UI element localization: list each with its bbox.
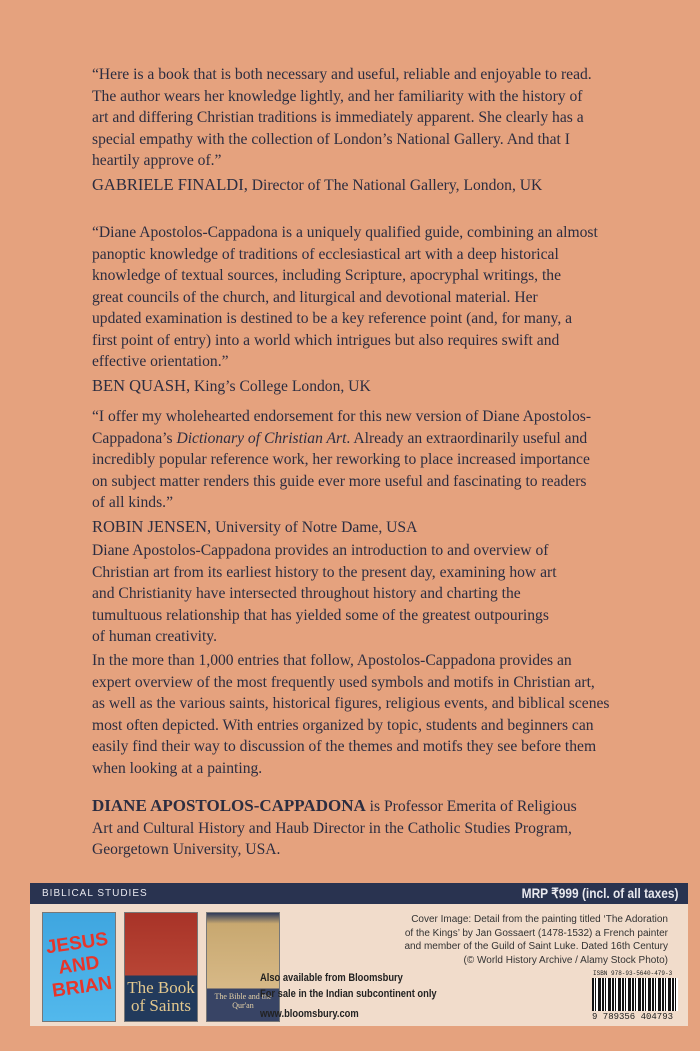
price-label: MRP ₹999 (incl. of all taxes): [521, 885, 678, 901]
barcode-number: 9 789356 404793: [592, 1012, 680, 1022]
book-title: Dictionary of Christian Art: [176, 429, 347, 447]
category-band: [30, 883, 688, 904]
attribution: [92, 174, 672, 197]
quote-line: “Diane Apostolos-Cappadona is a uniquely qualified guide, combining an almost: [92, 224, 598, 241]
isbn-text: ISBN 978-93-5640-479-3: [593, 970, 673, 977]
attribution: [92, 516, 672, 539]
description-paragraph-1: [92, 540, 672, 648]
quote-line: updated examination is destined to be a key reference point (and, for many, a: [92, 310, 573, 327]
quote-line: The author wears her knowledge lightly, and her familiarity with the history of: [92, 87, 583, 105]
text-line: of human creativity.: [92, 628, 217, 645]
text-line: expert overview of the most frequently used symbols and motifs in Christian art,: [92, 673, 595, 691]
quote-finaldi: [92, 64, 672, 196]
cover-image-caption: [348, 913, 668, 967]
quote-line: effective orientation.”: [92, 353, 229, 370]
caption-line: of the Kings’ by Jan Gossaert (1478-1532) a French painter: [404, 927, 668, 939]
quote-line: of all kinds.”: [92, 494, 173, 511]
website-link[interactable]: www.bloomsbury.com: [260, 1008, 359, 1020]
quote-line: [92, 428, 672, 450]
quote-line: special empathy with the collection of London’s National Gallery. And that I: [92, 130, 570, 148]
quote-text: Cappadona’s: [92, 429, 177, 447]
quote-line: panoptic knowledge of traditions of ecclesiastical art with a deep historical: [92, 245, 559, 263]
text-line: as well as the various saints, historical figures, religious events, and biblical scenes: [92, 695, 610, 712]
description-paragraph-2: [92, 650, 672, 779]
category-label: BIBLICAL STUDIES: [42, 888, 148, 899]
quote-jensen: [92, 406, 672, 538]
endorser-affiliation: King’s College London, UK: [190, 377, 371, 395]
endorser-name: ROBIN JENSEN,: [92, 516, 212, 536]
quote-line: on subject matter renders this guide ever more useful and fascinating to readers: [92, 472, 587, 490]
book-title: JESUS AND BRIAN: [44, 928, 114, 1002]
book-thumbnail-book-of-saints: [124, 912, 198, 1022]
quote-line: “Here is a book that is both necessary and useful, reliable and enjoyable to read.: [92, 66, 592, 83]
quote-line: incredibly popular reference work, her reworking to place increased importance: [92, 451, 590, 468]
book-title: The Bible and the Qur'an: [214, 992, 272, 1010]
quote-text: . Already an extraordinarily useful and: [346, 429, 588, 447]
text-line: tumultuous relationship that has yielded some of the greatest outpourings: [92, 606, 549, 624]
caption-line: and member of the Guild of Saint Luke. Dated 16th Century: [404, 941, 668, 952]
quote-line: first point of entry) into a world which intrigues but also requires swift and: [92, 331, 560, 349]
bio-text: is Professor Emerita of Religious: [365, 798, 577, 815]
text-line: Diane Apostolos-Cappadona provides an introduction to and overview of: [92, 542, 549, 559]
endorser-name: GABRIELE FINALDI,: [92, 174, 248, 194]
quote-line: “I offer my wholehearted endorsement for this new version of Diane Apostolos-: [92, 408, 592, 425]
author-name: DIANE APOSTOLOS-CAPPADONA: [92, 796, 366, 815]
book-thumbnail-jesus-and-brian: [42, 912, 116, 1022]
author-bio: [92, 795, 672, 861]
text-line: [92, 795, 672, 818]
endorser-affiliation: University of Notre Dame, USA: [211, 518, 418, 536]
quote-quash: [92, 222, 672, 397]
text-line: Georgetown University, USA.: [92, 841, 281, 858]
caption-line: Cover Image: Detail from the painting titled ‘The Adoration: [411, 914, 668, 925]
endorser-name: BEN QUASH,: [92, 375, 191, 395]
also-available: [260, 970, 437, 1022]
text-line: when looking at a painting.: [92, 759, 263, 777]
book-title: The Book of Saints: [127, 978, 195, 1015]
text-line: Art and Cultural History and Haub Director in the Catholic Studies Program,: [92, 819, 572, 837]
barcode: [592, 978, 678, 1011]
text-line: easily find their way to discussion of the themes and motifs they see before them: [92, 738, 597, 755]
attribution: [92, 375, 672, 398]
text-line: most often depicted. With entries organized by topic, students and beginners can: [92, 716, 594, 734]
quote-line: heartily approve of.”: [92, 152, 222, 169]
text-line: and Christianity have intersected throughout history and charting the: [92, 585, 521, 602]
also-line: Also available from Bloomsbury: [260, 972, 403, 984]
quote-line: great councils of the church, and liturgical and devotional material. Her: [92, 288, 538, 306]
caption-line: (© World History Archive / Alamy Stock Photo): [463, 954, 668, 966]
quote-line: art and differing Christian traditions is immediately apparent. She clearly has a: [92, 109, 584, 126]
also-line: For sale in the Indian subcontinent only: [260, 988, 437, 1000]
text-line: Christian art from its earliest history to the present day, examining how art: [92, 563, 557, 581]
quote-line: knowledge of textual sources, including Scripture, apocryphal writings, the: [92, 267, 561, 284]
text-line: In the more than 1,000 entries that follow, Apostolos-Cappadona provides an: [92, 652, 572, 669]
endorser-affiliation: Director of The National Gallery, London, UK: [247, 176, 543, 194]
